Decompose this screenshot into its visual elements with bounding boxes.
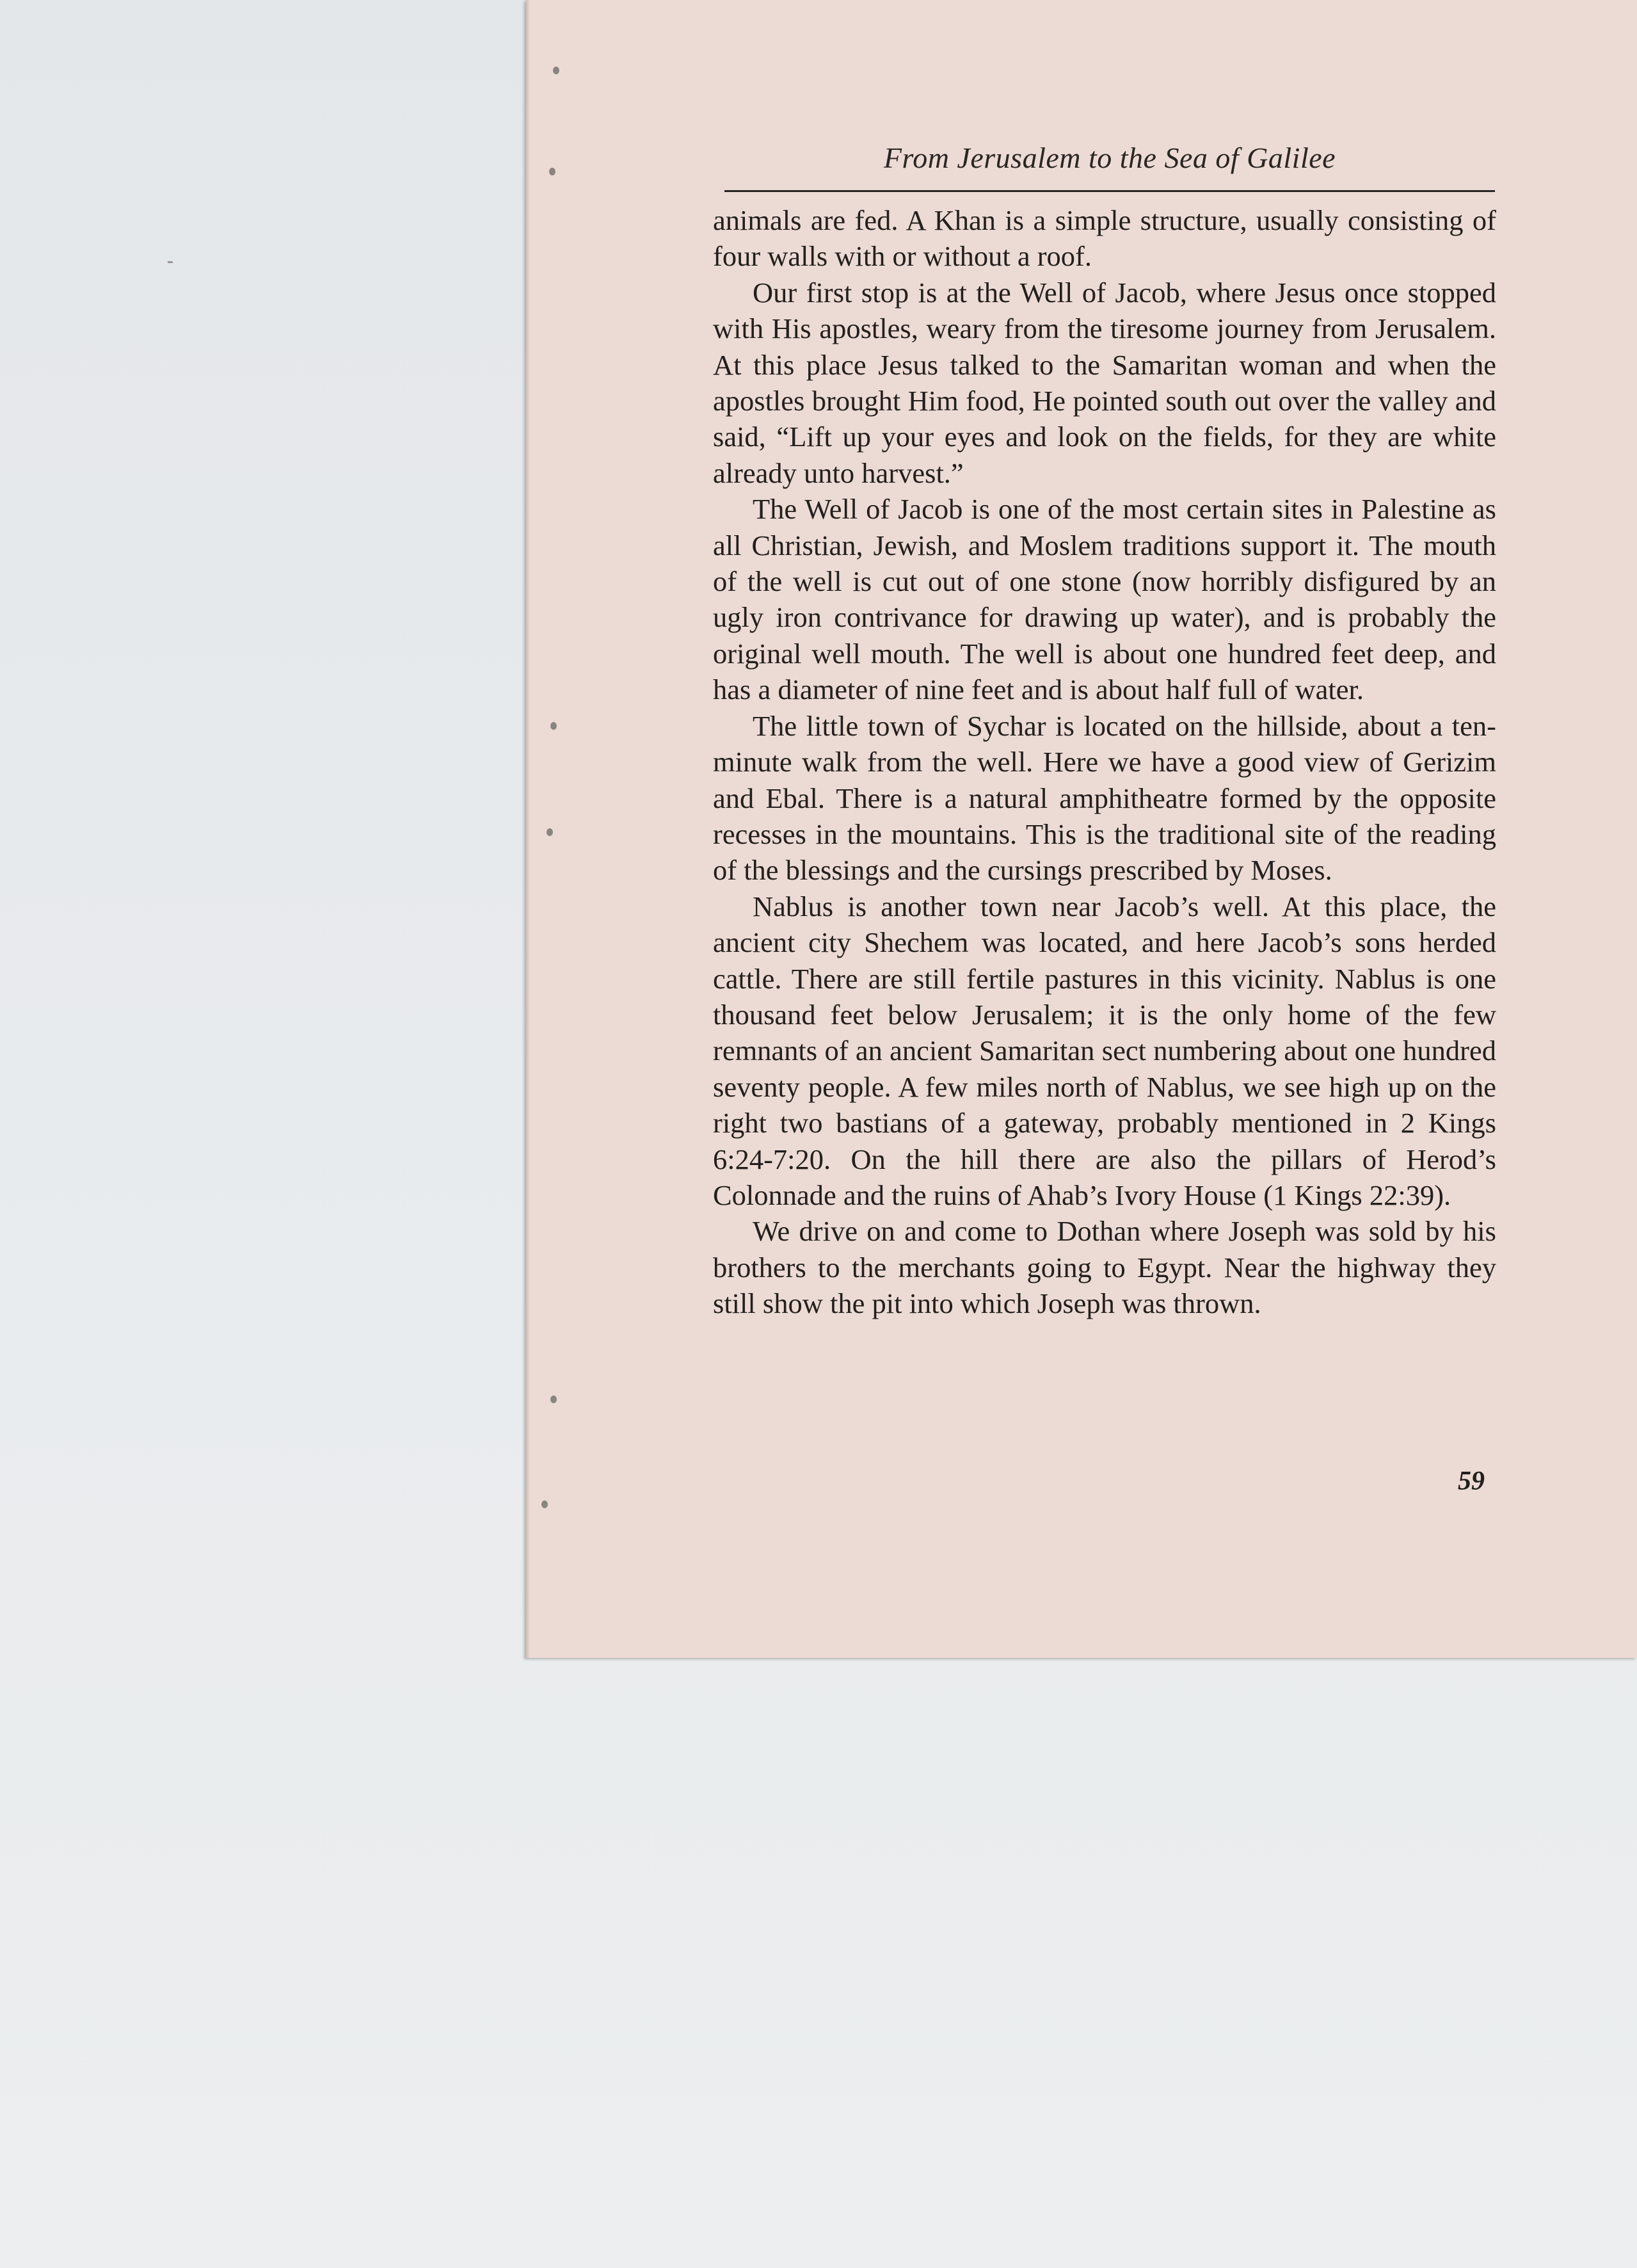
paragraph: We drive on and come to Dothan where Joseph was sold by his brothers to the merchants going to Egypt. Near the highway they still show the pit into which Joseph was thrown. — [713, 1215, 1496, 1320]
binding-hole-mark — [553, 67, 559, 74]
binding-hole-mark — [550, 722, 557, 730]
scan-speck — [168, 261, 173, 263]
running-head: From Jerusalem to the Sea of Galilee — [883, 141, 1336, 174]
binding-hole-mark — [549, 168, 555, 175]
binding-hole-mark — [550, 1395, 557, 1403]
paragraph: The Well of Jacob is one of the most certain sites in Palestine as all Christian, Jewish, and Moslem traditions support it. The mouth of the well is cut out of one stone (now horribly disfigured by an ugly iron contrivance for drawing up water), and is probably the original well mouth. The well is about one hundred feet deep, and has a diameter of nine feet and is about half full of water. — [713, 493, 1496, 706]
paragraph: Nablus is another town near Jacob’s well. At this place, the ancient city Shechem was located, and here Jacob’s sons herded cattle. There are still fertile pastures in this vicinity. Nablus is one thousand feet below Jerusalem; it is the only home of the few remnants of an ancient Samaritan sect numbering about one hundred seventy people. A few miles north of Nablus, we see high up on the right two bastians of a gateway, probably mentioned in 2 Kings 6:24-7:20. On the hill there are also the pillars of Herod’s Colonnade and the ruins of Ahab’s Ivory House (1 Kings 22:39). — [713, 890, 1496, 1211]
page-edge-shadow — [526, 0, 530, 1658]
binding-hole-mark — [547, 828, 553, 836]
body-text — [713, 202, 1496, 1322]
header-rule — [724, 190, 1495, 192]
page-number: 59 — [1458, 1467, 1485, 1496]
binding-hole-mark — [541, 1500, 548, 1508]
paragraph: The little town of Sychar is located on the hillside, about a ten-minute walk from the well. Here we have a good view of Gerizim and Ebal. There is a natural amphitheatre formed by the opposite recesses in the mountains. This is the traditional site of the reading of the blessings and the cursings prescribed by Moses. — [713, 709, 1496, 887]
paragraph: animals are fed. A Khan is a simple structure, usually consisting of four walls with or without a roof. — [713, 204, 1496, 273]
paragraph: Our first stop is at the Well of Jacob, where Jesus once stopped with His apostles, weary from the tiresome journey from Jerusalem. At this place Jesus talked to the Samaritan woman and when the apostles brought Him food, He pointed south out over the valley and said, “Lift up your eyes and look on the fields, for they are white already unto harvest.” — [713, 276, 1496, 489]
